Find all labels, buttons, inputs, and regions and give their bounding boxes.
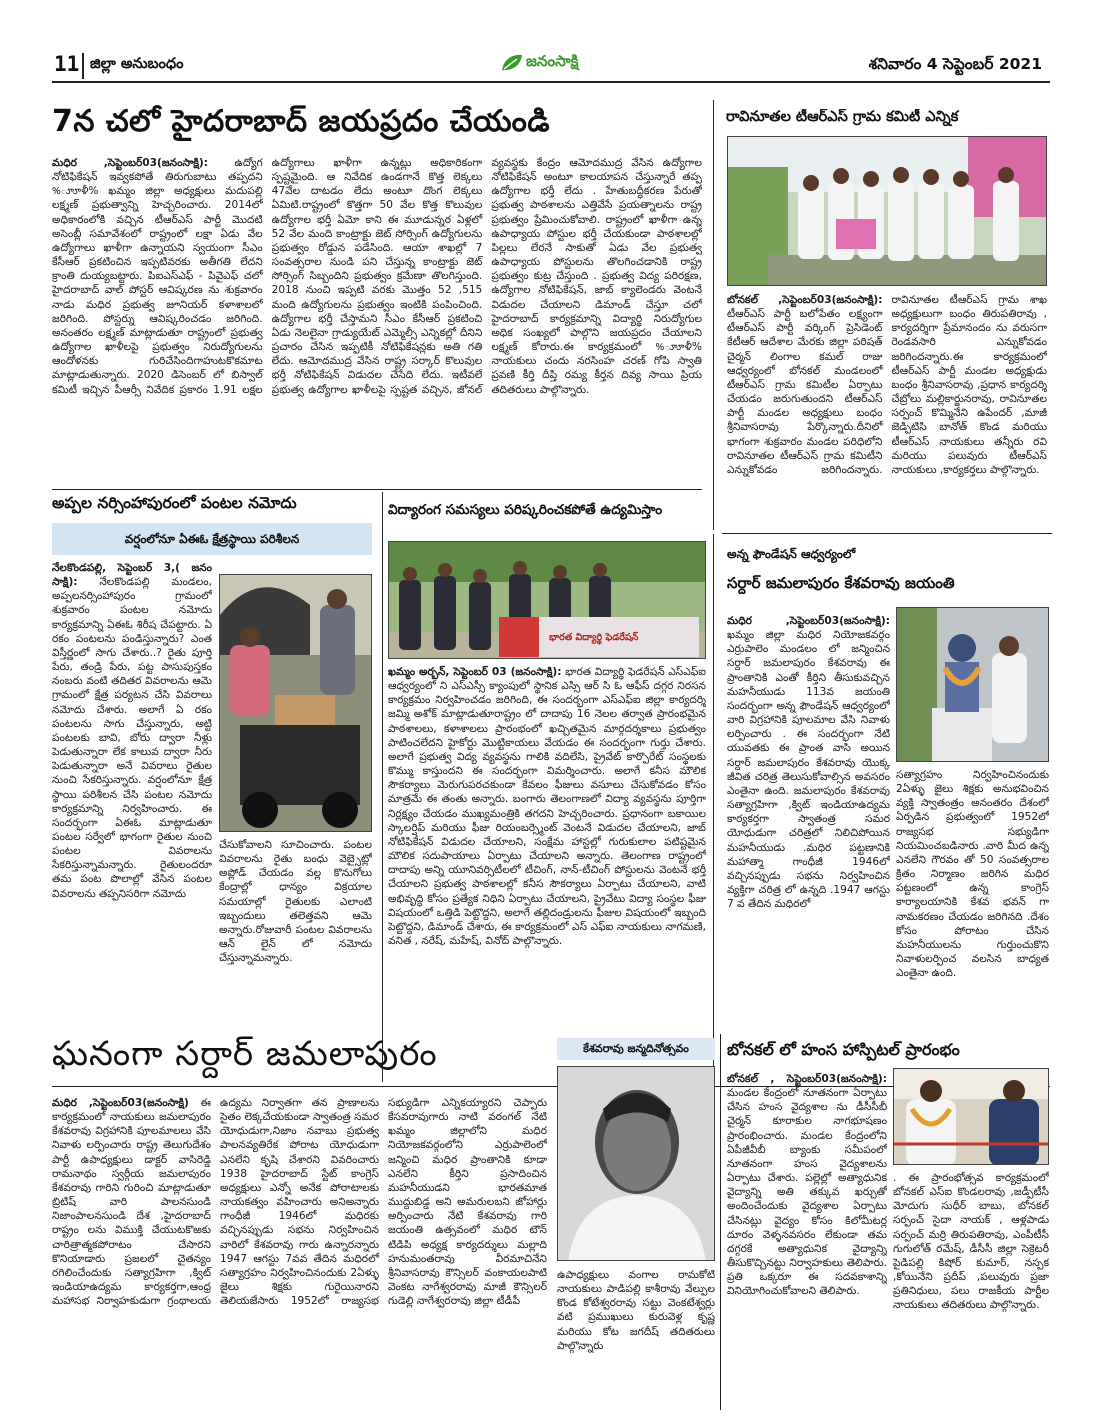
dateline: మధిర ,సెప్టెంబర్03(జనంసాక్షి): (727, 615, 890, 627)
photo-sfi-protest (388, 541, 706, 659)
subhead-crop-registration: వర్షంలోనూ ఏఈఓ క్షేత్రస్థాయి పరిశీలన (52, 523, 372, 555)
article-body: ఉద్యోగ నోటిఫికేషన్ ఇవ్వకపోతే తిరుగుబాటు తప్పదని %ూూళీ% ఖమ్మం జిల్లా అధ్యక్షులు మదుపల్లి లక్ష్మణ్ ప్రభుత్వాన్ని హెచ్చరించారు. 2014లో అధికారంలోకి వచ్చిన టీఆర్ఎస్ పార్టీ మొదటి అసెంబ్లీ సమావేశంలో రాష్ట్రంలో లక్షా ఏడు వేల ఉద్యోగాలు ఖాళీగా ఉన్నాయని స్వయంగా సీఎం కేసీఆర్ ప్రకటించిన ఇప్పటివరకు అతీగతి లేదని క్రాంతి దుయ్యబట్టారు. పిఐఎస్ఎఫ్ - పివైఎఫ్ చలో హైదరాబాద్ వాల్ పోస్టర్ ఆవిష్కరణ ను శుక్రవారం నాడు మధిర ప్రభుత్వ జూనియర్ కళాశాలలో జరిగింది. పోస్టర్ను ఆవిష్కరించడం జరిగింది. అనంతరం లక్ష్మణ్ మాట్లాడుతూ రాష్ట్రంలో ప్రభుత్వ ఉద్యోగాల ఖాళీలపై ప్రభుత్వం నిరుద్యోగులను ఆందోళనకు గురిచేసిందిగాహుటకొకమాట మాట్లాడుతున్నారు. 2020 డిసెంబర్ లో బిస్వాల్ కమిటీ ఇచ్చిన పీఆర్సీ నివేదిక ప్రకారం 1.91 లక్షల ఉద్యోగాలు ఖాళీగా ఉన్నట్లు అధికారికంగా స్పష్టమైంది. ఆ నివేదిక ఉండగానే కొత్త లెక్కలు 47వేల దాటడం లేదు అంటూ దొంగ లెక్కలు ఏమిటి.రాష్ట్రంలో కొత్తగా 50 వేల కొత్త కొలువుల ఉద్యోగాల భర్తీ ఏమో కాని ఈ మూడున్నర ఏళ్లలో 52 వేల మంది కాంట్రాక్టు జెట్ సోర్సింగ్ ఉద్యోగులను ప్రభుత్వం రోడ్డున పడేసింది. ఆయా శాఖల్లో 7 సంవత్సరాల నుండి పని చేస్తున్న కాంట్రాక్టు జెట్ సోర్సింగ్ సిబ్బందిని ప్రభుత్వం క్రమేణా తొలగిస్తుంది. 2018 నుంచి ఇప్పటి వరకు మొత్తం 52 ,515 మంది ఉద్యోగులను ప్రభుత్వం ఇంటికి పంపించింది. ఉద్యోగాల భర్తీ చేస్తామని సీఎం కేసీఆర్ ప్రకటించి ఏడు నెలలైనా గ్రాడ్యుయేట్ ఎమ్మెల్సీ ఎన్నికల్లో దీనిని ప్రచారం చేసిన ఇప్పటికీ నోటిఫికేషన్లకు అతి గతి లేదు. ఆమోదముద్ర వేసిన రాష్ట్ర సర్కార్ కొలువుల భర్తీ నోటిఫికేషన్ విడుదల చేసేది లేదు. ఇటీవలే ప్రభుత్వ ఉద్యోగాల ఖాళీలపై స్పష్టత వచ్చిన, జోనల్ వ్యవస్థకు కేంద్రం ఆమోదముద్ర వేసిన ఉద్యోగాల నోటిఫికేషన్ అంటూ కాలయాపన చేస్తున్నారే తప్ప ఉద్యోగాల భర్తీ లేదు . హేతుబద్ధీకరణ పేరుతో ప్రభుత్వ పాఠశాలను ఎత్తివేసే ప్రయత్నాలను రాష్ట్ర ప్రభుత్వం ప్రేమించుకోవాలి. రాష్ట్రంలో ఖాళీగా ఉన్న ఉపాధ్యాయ పోస్టుల భర్తీ చేయకుండా పాఠశాలల్లో పిల్లలు లేరనే సాకుతో ఏడు వేల ప్రభుత్వ ఉపాధ్యాయ పోస్టులను తొలగించడానికి రాష్ట్ర ప్రభుత్వం కుట్ర చేస్తుంది . ప్రభుత్వ విద్య పరిరక్షణ, ఉద్యోగాల నోటిఫికేషన్, జాబ్ క్యాలెండరు వెంటనే విడుదల చేయాలని డిమాండ్ చేస్తూ చలో హైదరాబాద్ కార్యక్రమాన్ని విద్యార్థి నిరుద్యోగుల అధిక సంఖ్యలో పాల్గొని జయప్రదం చేయాలని లక్ష్మణ్ కోరారు.ఈ కార్యక్రమంలో %ూూళీ% నాయకులు చందు నరసింహ చరణ్ గోపి స్వాతి ప్రవణి కీర్తి దీప్తి రమ్య కీర్తన దివ్య సాయి ప్రియ తదితరులు పాల్గొన్నారు. (52, 157, 702, 396)
headline-crop-registration: అప్పల నర్సింహాపురంలో పంటల నమోదు (52, 494, 297, 512)
masthead (52, 50, 1050, 84)
photo-caption-keshavarao: కేశవరావు జన్మదినోత్సవం (557, 1038, 715, 1060)
dateline: బోనకల్ , సెప్టెంబర్03(జనంసాక్షి): (727, 1073, 887, 1085)
headline-ravinuthala-trs: రావినూతల టీఆర్ఎస్ గ్రామ కమిటీ ఎన్నిక (726, 109, 959, 125)
article-ghananga-continued (557, 1268, 715, 1408)
page-number: 11 (54, 52, 80, 76)
article-body: భారత విద్యార్థి ఫెడరేషన్ ఎస్ఎఫ్ఐ ఆధ్వర్యంలో ని ఎస్ఎస్సీ క్యాంపులో స్థానిక ఎస్సి ఆర్ సి ఓ ఆఫీస్ దగ్గర నిరసన కార్యక్రమం నిర్వహించడం జరిగింది, ఈ సందర్భంగా ఎస్ఎఫ్ఐ జిల్లా కార్యదర్శి జమ్మి అశోక్ మాట్లాడుతూరాష్ట్రం లో దాదాపు 16 నెలల తర్వాత ప్రారంభమైన పాఠశాలలు, కళాశాలలు ప్రారంభంలో ఖచ్చితమైన మార్గదర్శకాలు ప్రభుత్వం పాటించలేదని హైకోర్టు మొట్టికాయలు వేయడం ఈ సందర్భంగా గుర్తు చేశారు. అలాగే ప్రభుత్వ విద్య వ్యవస్థను గాలికి వదిలేసి, ప్రైవేట్ కార్పొరేట్ సంస్థలకు కొమ్ము కాస్తుందని ఈ సందర్భంగా విమర్శించారు. అలాగే కనీస మౌలిక సౌకర్యాలు మెరుగుపరచకుండా కేవలం ఫీజులు వసూలు చేసుకోవడం కోసం మాత్రమే ఈ తంతు అన్నారు. బంగారు తెలంగాణలో విద్యా వ్యవస్థను పూర్తిగా నిర్లక్ష్యం చేయడం ముఖ్యమంత్రికి తగదని హెచ్చరించారు. ప్రధానంగా బకాయిల స్కాలర్షిప్ మరియు ఫీజు రియంబర్స్మెంట్ వెంటనే విడుదల చేయాలని, జాబ్ నోటిఫికేషన్ విడుదల చేయాలని, సంక్షేమ హాస్టల్లో గురుకులాల పటిష్టమైన మౌలిక సదుపాయాలు ఏర్పాటు చేయాలని అన్నారు. తెలంగాణ రాష్ట్రంలో దాదాపు అన్ని యూనివర్సిటీలలో టీచింగ్, నాన్-టీచింగ్ పోస్టులను వెంటనే భర్తీ చేయాలని ప్రభుత్వ పాఠశాలల్లో కనీస సౌకర్యాలు ఏర్పాటు చేయాలని, వాటి అభివృద్ధి కోసం ప్రత్యేక నిధిని ఏర్పాటు చేయాలని, ప్రైవేటు విద్యా సంస్థల ఫీజు విషయంలో ఒత్తిడి పెట్టొద్దని, అలాగే తల్లిదండ్రులను ఫీజుల విషయంలో ఇబ్బంది పెట్టొద్దని, డిమాండ్ చేశారు, ఈ కార్యక్రమంలో ఎస్ ఎఫ్ఐ నాయకులు నాగమణి, వనిత , నరేష్, మహేష్, వినోద్ పాల్గొన్నారు. (388, 666, 706, 947)
photo-hospital-opening (893, 1068, 1049, 1165)
headline-keshavarao-jayanthi: సర్దార్ జమలాపురం కేశవరావు జయంతి (727, 574, 955, 592)
article-body: సత్యాగ్రహం నిర్వహించినందుకు 2ఏళ్ళు జైలు శిక్షకు అనుభవించిన వ్యక్తి స్వాతంత్రం అనంతరం దేశంలో ఏర్పడిన ప్రభుత్వంలో 1952లో రాజ్యసభ సభ్యుడిగా నియమించబడినారు .వారి మీద ఉన్న ఎనలేని గౌరవం తో 50 సంవత్సరాల క్రితం నిర్మాణం జరిగిన మధిర పట్టణంలో ఉన్న కాంగ్రెస్ కార్యాలయానికి కేశవ భవన్ గా నామకరణం చేయడం జరిగినది .దేశం కోసం పోరాటం చేసిన మహనీయులను గుర్తుంచుకొని నివాళులర్పించ వలసిన బాధ్యత ఎంతైనా ఉంది. (896, 769, 1049, 980)
article-body: నేలకొండపల్లి మండలం, అప్పలనర్సింహాపురం గ్రామంలో శుక్రవారం పంటల నమోదు కార్యక్రమాన్ని ఏఈఓ శిరీష చేపట్టారు. ఏ రకం పంటలను పండిస్తున్నారు? ఎంత విస్తీర్ణంలో సాగు చేశారు..? రైతు పూర్తి పేరు, తండ్రి పేరు, పట్ట పాసుపుస్తకం నంబరు వంటి తదితర వివరాలను ఆమె గ్రామంలో క్షేత్ర పర్యటన చేసి వివరాలు నమోదు చేశారు. అలాగే ఏ రకం పంటలను సాగు చేస్తున్నారు, అట్టి పంటలకు బావి, బోరు ద్వారా నీళ్లు పెడుతున్నారా లేక కాలువ ద్వారా నీరు పెడుతున్నారా అనే వివరాలు రైతుల నుంచి సేకరిస్తున్నారు. వర్షంలోనూ క్షేత్ర స్థాయి పరిశీలన చేసి పంటల నమోదు కార్యక్రమాన్ని నిర్వహించారు. ఈ సందర్భంగా ఏఈఓ మాట్లాడుతూ పంటల సర్వేలో భాగంగా రైతుల నుంచి పంటల వివరాలను సేకరిస్తున్నామన్నారు. రైతులందరూ తమ పంట పొలాల్లో వేసిన పంటల వివరాలను తప్పనిసరిగా నమోదు (52, 576, 212, 900)
paper-logo (500, 46, 578, 80)
article-body: ఉపాధ్యక్షులు వంగాల రామకోటి నాయకులు పాడిపల్లి కాశీరావు వేల్పుల కొండ కోటేశ్వరరావు సట్టు వెంకటేశ్వర్లు వటి ప్రముఖులు కురువెళ్ల కృష్ణ మరియు కోట జగదీష్ తదితరులు పాల్గొన్నారు (557, 1269, 715, 1352)
headline-hamsa-hospital: బోనకల్ లో హంస హాస్పిటల్ ప్రారంభం (727, 1040, 960, 1059)
banner-text: భారత విద్యార్థి ఫెడరేషన్ (549, 632, 639, 643)
dateline: మధిర ,సెప్టెంబర్03(జనంసాక్షి) (52, 1097, 189, 1109)
article-ravinuthala-trs (727, 293, 1047, 530)
issue-date: శనివారం 4 సెప్టెంబర్ 2021 (868, 55, 1042, 73)
leaf-icon (500, 52, 524, 74)
photo-trs-committee (727, 136, 1047, 286)
article-jayanthi-left (727, 614, 890, 1080)
article-hamsa-right (893, 1171, 1049, 1408)
article-body: మండల కేంద్రంలో నూతనంగా ఏర్పాటు చేసిన హంస వైద్యశాల ను డీసీసీబీ చైర్మన్ కూరాకుల నాగభూషణం ప్రారంభించారు. మండల కేంద్రంలోని ఏపీజీవీబీ బ్యాంకు సమీపంలో నూతనంగా హంస వైద్యశాలను ఏర్పాటు చేశారు. పల్లెల్లో అత్యాధునిక వైద్యాన్ని అతి తక్కువ ఖర్చుతో అందించేందుకు వైద్యశాల ఏర్పాటు చేసినట్లు వైద్యం కోసం కిలోమీటర్ల దూరం వెళ్ళనవసరం లేకుండా తమ దగ్గరకే అత్యాధునిక వైద్యాన్ని తీసుకొచ్చినట్టు నిర్వాహకులు తెలిపారు. ప్రతి ఒక్కరూ ఈ సదవకాశాన్ని వినియోగించుకోవాలని తెలిపారు. (727, 1087, 887, 1298)
article-body: టీఆర్ఎస్ పార్టీ బలోపేతం లక్ష్యంగా టీఆర్ఎస్ పార్టీ వర్కింగ్ ప్రెసిడెంట్ కేటీఆర్ ఆదేశాల మేరకు జిల్లా పరిషత్ చైర్మన్ లింగాల కమల్ రాజు ఆధ్వర్యంలో బోనకల్ మండలంలో టీఆర్ఎస్ గ్రామ కమిటీల ఏర్పాటు చేయడం జరుగుతుందని టీఆర్ఎస్ పార్టీ మండల అధ్యక్షులు బంధం శ్రీనివాసరావు పేర్కొన్నారు.దీనిలో భాగంగా శుక్రవారం మండల పరిధిలోని రావినూతల టీఆర్ఎస్ గ్రామ కమిటీని ఎన్నుకోవడం జరిగిందన్నారు. రావినూతల టీఆర్ఎస్ గ్రామ శాఖ అధ్యక్షులుగా బంధం తిరుపతిరావు , కార్యదర్శిగా ప్రేమానందం ను వరుసగా రెండవసారి ఎన్నుకోవడం జరిగిందన్నారు.ఈ కార్యక్రమంలో టీఆర్ఎస్ పార్టీ మండల అధ్యక్షుడు బంధం శ్రీనివాసరావు ,ప్రధాన కార్యదర్శి చేబ్రోలు మల్లికార్జునరావు, రావినూతల సర్పంచ్ కొమ్మినేని ఉపేందర్ ,మాజీ జెడ్పిటిసి బానోత్ కొండ మరియు టీఆర్ఎస్ నాయకులు తన్నీరు రవి మరియు పలువురు టీఆర్ఎస్ నాయకులు ,కార్యకర్తలు పాల్గొన్నారు. (727, 294, 1047, 476)
article-jayanthi-right (896, 768, 1049, 1080)
dateline: బోనకల్ ,సెప్టెంబర్03(జనంసాక్షి): (727, 294, 883, 306)
article-body: చేసుకోవాలని సూచించారు. పంటల వివరాలను రైతు బంధు వెబ్సైట్లో అప్లోడ్ చేయడం వల్ల కొనుగోలు కేంద్రాల్లో ధాన్యం విక్రయాల సమయాల్లో రైతులకు ఎలాంటి ఇబ్బందులు తలెత్తవని ఆమె అన్నారు.రోజువారీ పంటల వివరాలను ఆన్ లైన్ లో నమోదు చేస్తున్నామన్నారు. (219, 839, 372, 965)
article-sfi-protest (388, 665, 706, 1081)
article-hamsa-left (727, 1072, 887, 1408)
article-ghananga-jamalapuram (52, 1096, 547, 1408)
dateline: నేలకొండపల్లి, సెప్టెంబర్ 3,( జనం సాక్షి): (52, 562, 212, 589)
dateline: మధిర ,సెప్టెంబర్03(జనంసాక్షి): (52, 157, 208, 169)
article-body: ఈ కార్యక్రమంలో నాయకులు జమలాపురం కేశవరావు విగ్రహానికి పూలమాలలు వేసి నివాళు లర్పించారు రాష్ట్ర తెలుగుదేశం పార్టీ ఉపాధ్యక్షులు డాక్టర్ వాసిరెడ్డి రామనాథం స్వర్గీయ జమలాపురం కేశవరావు గారిని గురించి మాట్లాడుతూ బ్రిటిష్ వారి పాలనసుండి నిజాంపాలనసుండి దేశ ,హైదరాబాద్ రాష్ట్రం లను విముక్తి చేయుటకొఱకు చారిత్రాత్మకపోరాటం చేసారని కొనియాడారు ప్రజలలో చైతన్యం రగిలించేందుకు సత్యాగ్రహిగా ,క్విట్ ఇండియాఉద్యమ కార్యకర్తగా,ఆంధ్ర మహాసభ నిర్వాహకుడుగా గ్రంథాలయ ఉద్యమ నిర్వాతగా తన ప్రాణాలను సైతం లెక్కచేయకుండా స్వాతంత్ర సమర యోధుడుగా,నిజాం నవాబు ప్రభుత్వ పాలనవ్యతిరేక పోరాట యోధుడుగా ఎనలేని కృషి చేశారని వివరించారు 1938 హైదరాబాద్ స్టేట్ కాంగ్రెస్ అధ్యక్షులు ఎన్నో అనేక పోరాటాలకు నాయకత్వం వహించారు అనిఅన్నారు గాంధీజీ 1946లో మధిరకు వచ్చినప్పుడు సభను నిర్వహించిన వారిలో కేశవరావు గారు ఉన్నారన్నారు 1947 ఆగస్టు 7వవ తేదిన మధిరలో సత్యాగ్రహం నిర్వహించినందుకు 2ఏళ్ళు జైలు శిక్షకు గురైయినారని తెలియజేసారు 1952లో రాజ్యసభ సభ్యుడిగా ఎన్నికయ్యారని చెప్పారు కేసవరావుగారు నాటి వరంగల్ నేటి ఖమ్మం జిల్లాలోని మధిర నియోజకవర్గంలోని ఎర్రుపాలెంలో జన్మించి మధిర ప్రాంతానికి కూడా ఎనలేని కీర్తిని ప్రసాదించిన మహనీయుడని భారతమాత ముద్దుబిడ్డ అని అమరులబని జోహార్లు అర్పించారు నేటి కేశవరావు గారి జయంతి ఉత్సవంలో మధిర టౌన్ టిడిపి అధ్యక్ష కార్యదర్శులు మల్లాది హనుమంతరావు వీరమాచినేని శ్రీనివాసరావు కౌన్సిలర్ వంకాయలపాటి వెంకట నాగేశ్వరరావు మాజీ కౌన్సిలర్ గుడెల్లి నాగేశ్వరరావు జిల్లా టీడీపీ (52, 1097, 547, 1308)
dateline: ఖమ్మం అర్బన్, సెప్టెంబర్ 03 (జనంసాక్షి): (388, 666, 562, 678)
photo-keshavarao-portrait (557, 1066, 715, 1261)
headline-sfi-protest: విద్యారంగ సమస్యలు పరిష్కరించకపోతే ఉద్యమిస్తాం (388, 502, 663, 518)
article-body: ఖమ్మం జిల్లా మధిర నియోజకవర్గం ఎర్రుపాలెం మండలం లో జన్మించిన సర్దార్ జమలాపురం కేశవరావు ఈ ప్రాంతానికి ఎంతో కీర్తిని తీసుకువచ్చిన మహనీయుడు 113వ జయంతి సందర్భంగా అన్న ఫౌండేషన్ ఆధ్వర్యంలో వారి విగ్రహానికి పూలమాల వేసి నివాళు లర్పించారు . ఈ సందర్భంగా నేటి యువతకు ఈ ప్రాంత వాసి అయిన సర్దార్ జమలాపురం కేశవరావు యొక్క జీవిత చరిత్ర తెలుసుకోవాల్సిన అవసరం ఎంతైనా ఉంది. జమలాపురం కేశవరావు సత్యాగ్రహిగా ,క్విట్ ఇండియాఉద్యమ కార్యకర్తగా స్వాతంత్ర సమర యోధుడుగా చరిత్రలో నిలిచిపోయిన మహనీయుడు .మధిర పట్టణానికి మహాత్మా గాంధీజీ 1946లో వచ్చినప్పుడు సభను నిర్వహించిన వ్యక్తిగా చరిత్ర లో ఉన్నది .1947 ఆగస్టు 7 వ తేదిన మధిరలో (727, 629, 890, 911)
photo-statue-garlanding (896, 607, 1049, 762)
article-crop-left (52, 561, 212, 1081)
paper-name: జనంసాక్షి (526, 52, 579, 70)
section-label: జిల్లా అనుబంధం (90, 56, 184, 72)
headline-ghananga-jamalapuram: ఘనంగా సర్దార్ జమలాపురం (52, 1034, 438, 1074)
photo-aeo-field-visit (219, 574, 372, 832)
kicker-anna-foundation: అన్న ఫౌండేషన్ ఆధ్వర్యంలో (727, 547, 856, 561)
article-body: . ఈ ప్రారంభోత్సవ కార్యక్రమంలో బోనకల్ ఎస్ఐ కొండలరావు ,జడ్పీటీసీ మోదుగు సుధీర్ బాబు, బోనకల్ సర్పంచ్ సైదా నాయక్ , ఆళ్లపాడు సర్పంచ్ మర్రి తిరుపతిరావు, ఎంపీటీసీ గుగులోత్ రమేష్, డీసీసీ జిల్లా సెక్రెటరీ పైడిపల్లి కిషోర్ కుమార్, నస్పక ,కోయినేని ప్రదీప్ ,పలువురు ప్రజా ప్రతినిధులు, పలు రాజకీయ పార్టీల నాయకులు తదితరులు పాల్గొన్నారు. (893, 1172, 1049, 1312)
headline-chalo-hyderabad: 7న చలో హైదరాబాద్ జయప్రదం చేయండి (52, 104, 551, 139)
article-chalo-hyderabad (52, 156, 702, 484)
